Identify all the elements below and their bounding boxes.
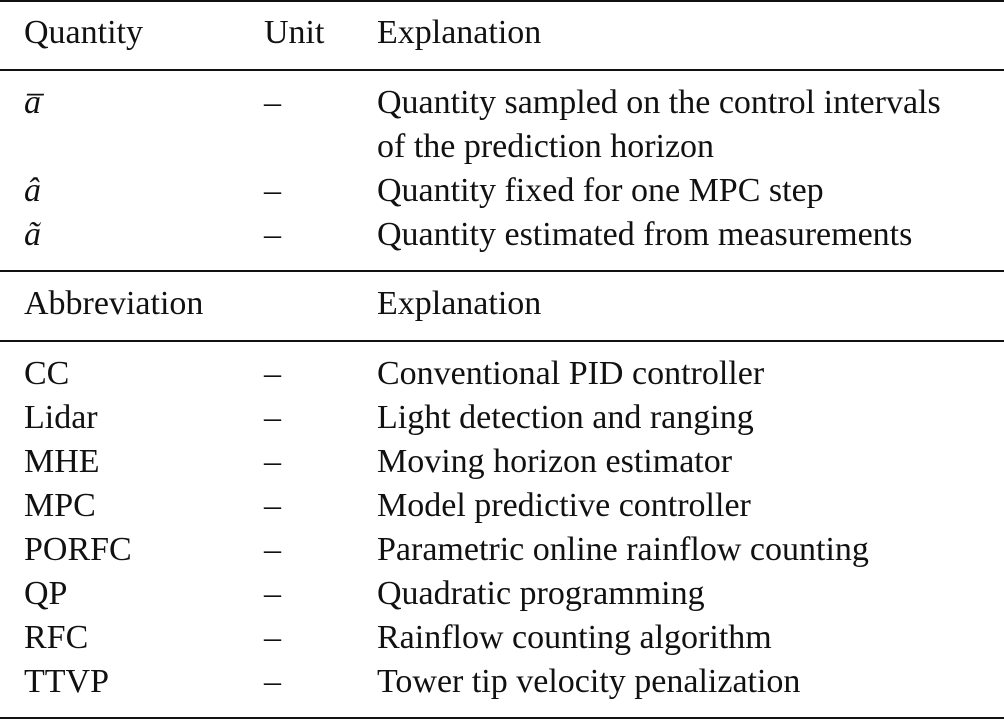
abbr-cell: PORFC <box>24 531 132 568</box>
symbol-tilde-a: ã <box>24 216 41 253</box>
symbol-bar-a: a̅ <box>24 84 41 121</box>
unit-cell: – <box>264 84 281 121</box>
unit-cell: – <box>264 399 281 436</box>
header-abbreviation: Abbreviation <box>24 285 204 322</box>
abbr-cell: QP <box>24 575 68 612</box>
explanation-cell: Quantity fixed for one MPC step <box>377 172 824 209</box>
unit-cell: – <box>264 575 281 612</box>
header-unit: Unit <box>264 14 325 51</box>
unit-cell: – <box>264 487 281 524</box>
explanation-cell: Parametric online rainflow counting <box>377 531 869 568</box>
explanation-cell: Quadratic programming <box>377 575 705 612</box>
header-explanation: Explanation <box>377 14 542 51</box>
unit-cell: – <box>264 216 281 253</box>
explanation-cell: Quantity estimated from measurements <box>377 216 913 253</box>
explanation-cell: Quantity sampled on the control intervals <box>377 84 941 121</box>
symbol-hat-a: â <box>24 172 41 209</box>
abbr-cell: RFC <box>24 619 89 656</box>
abbr-cell: Lidar <box>24 399 98 436</box>
abbr-cell: MHE <box>24 443 100 480</box>
section-divider-rule <box>0 270 1004 272</box>
abbr-cell: MPC <box>24 487 96 524</box>
unit-cell: – <box>264 619 281 656</box>
header-rule-1 <box>0 69 1004 71</box>
table-row <box>0 484 1004 528</box>
table-row <box>0 396 1004 440</box>
table-row <box>0 213 1004 257</box>
quantity-header-row <box>0 11 1004 55</box>
explanation-cell: Tower tip velocity penalization <box>377 663 801 700</box>
table-row <box>0 572 1004 616</box>
table-row <box>0 528 1004 572</box>
unit-cell: – <box>264 172 281 209</box>
explanation-cell-continuation: of the prediction horizon <box>377 128 715 165</box>
abbreviation-header-row <box>0 282 1004 326</box>
explanation-cell: Light detection and ranging <box>377 399 754 436</box>
table-row <box>0 660 1004 704</box>
explanation-cell: Conventional PID controller <box>377 355 765 392</box>
unit-cell: – <box>264 531 281 568</box>
top-rule <box>0 0 1004 2</box>
unit-cell: – <box>264 443 281 480</box>
unit-cell: – <box>264 355 281 392</box>
header-quantity: Quantity <box>24 14 143 51</box>
table-row <box>0 352 1004 396</box>
header-rule-2 <box>0 340 1004 342</box>
table-row <box>0 169 1004 213</box>
explanation-cell: Model predictive controller <box>377 487 751 524</box>
unit-cell: – <box>264 663 281 700</box>
bottom-rule <box>0 717 1004 719</box>
abbr-cell: TTVP <box>24 663 109 700</box>
explanation-cell: Rainflow counting algorithm <box>377 619 772 656</box>
abbr-cell: CC <box>24 355 70 392</box>
explanation-cell: Moving horizon estimator <box>377 443 733 480</box>
header-explanation: Explanation <box>377 285 542 322</box>
table-row <box>0 440 1004 484</box>
table-row <box>0 81 1004 125</box>
table-row <box>0 616 1004 660</box>
table-row-continuation <box>0 125 1004 169</box>
